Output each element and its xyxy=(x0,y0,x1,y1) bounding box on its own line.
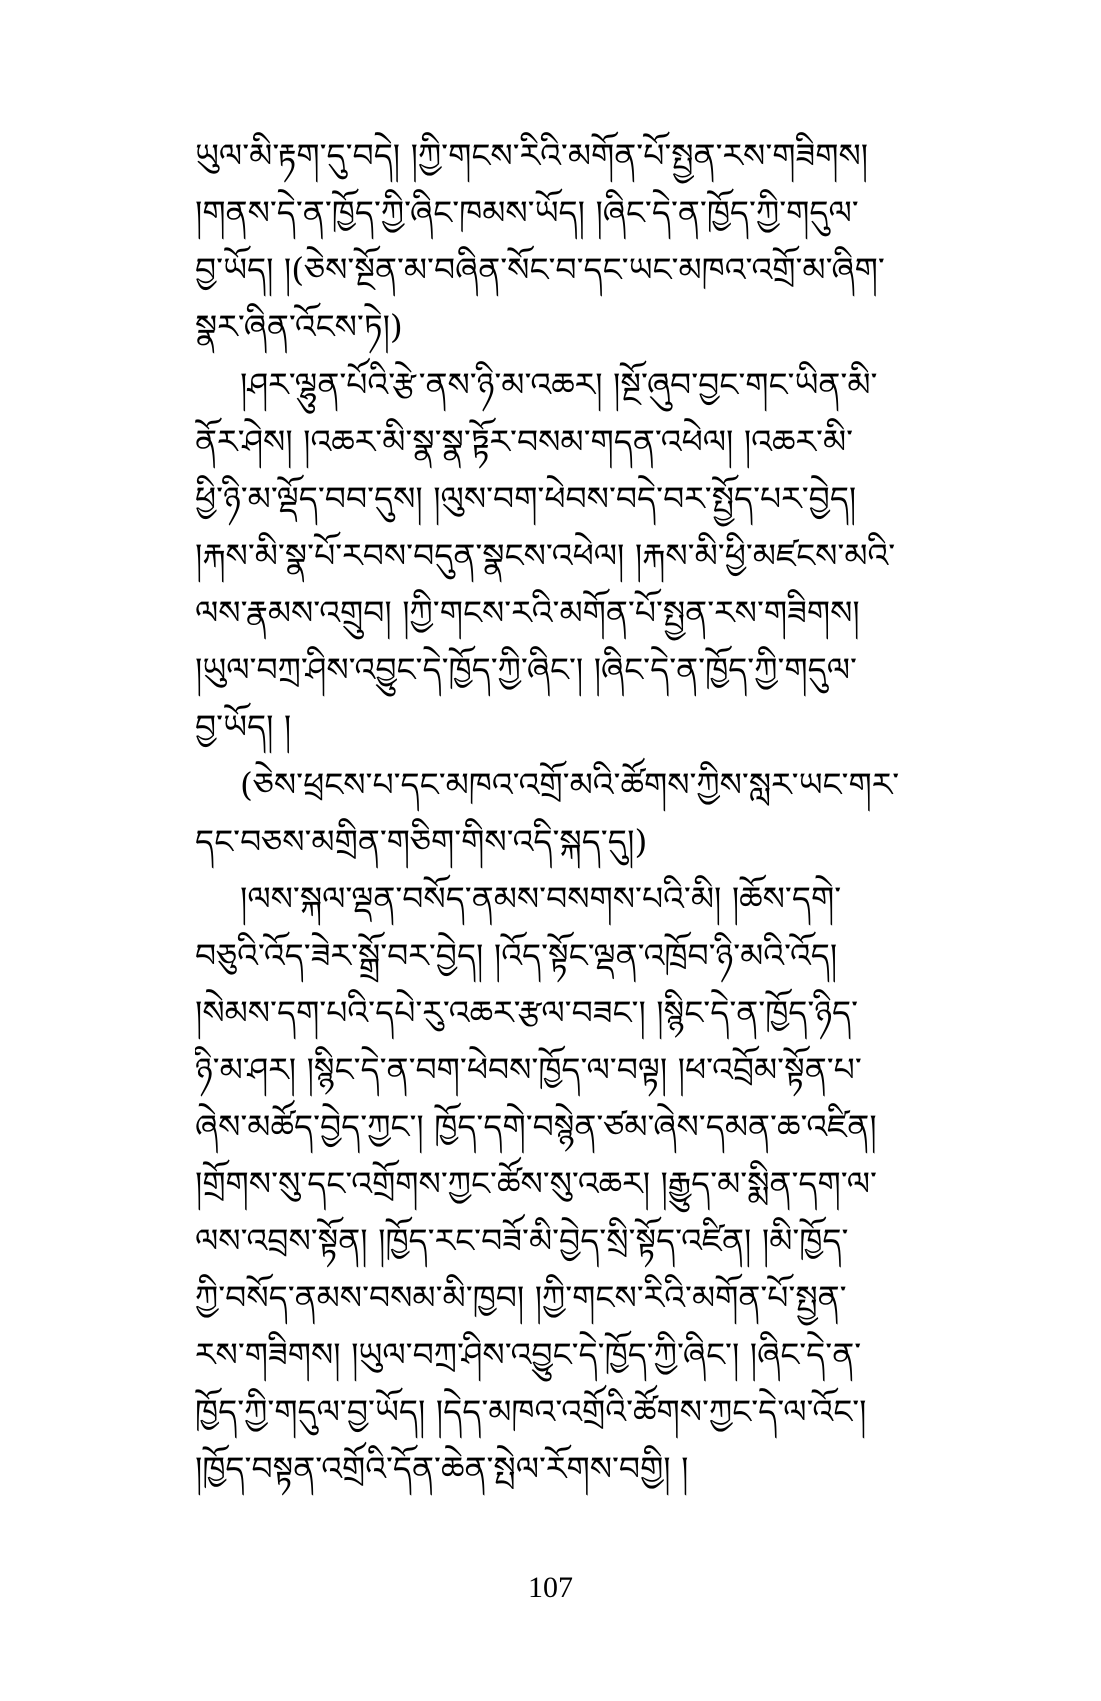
text-line-18: ཞེས་མཚོད་བྱེད་ཀྱང་། ཁྱོད་དགེ་བསྙེན་ཙམ་ཞེས་དམན་ཆ་འཛིན། xyxy=(195,1107,877,1146)
text-line-22: རས་གཟིགས། །ཡུལ་བཀྲ་ཤིས་འབྱུང་དེ་ཁྱོད་ཀྱི་ཞིང་། །ཞིང་དེ་ན་ xyxy=(195,1335,862,1374)
text-line-16: །སེམས་དག་པའི་དཔེ་རུ་འཆར་རྩལ་བཟང་། །སྙིང་དེ་ན་ཁྱོད་ཉིད་ xyxy=(195,993,859,1032)
text-line-24: །ཁྱོད་བསྟན་འགྲོའི་དོན་ཆེན་སྤེལ་རོགས་བགྱི། ། xyxy=(195,1449,689,1488)
text-line-21: ཀྱི་བསོད་ནམས་བསམ་མི་ཁྱབ། །ཀྱི་གངས་རིའི་མགོན་པོ་སྤྱན་ xyxy=(195,1278,847,1317)
text-line-14: །ལས་སྐལ་ལྡན་བསོད་ནམས་བསགས་པའི་མི། །ཆོས་དགེ་ xyxy=(240,879,842,918)
text-line-2: །གནས་དེ་ན་ཁྱོད་ཀྱི་ཞིང་ཁམས་ཡོད། །ཞིང་དེ་ན་ཁྱོད་ཀྱི་གདུལ་ xyxy=(195,193,859,232)
text-line-23: ཁྱོད་ཀྱི་གདུལ་བྱ་ཡོད། །དེད་མཁའ་འགྲོའི་ཚོགས་ཀྱང་དེ་ལ་འོང་། xyxy=(195,1392,867,1431)
text-line-4: སྣར་ཞིན་འོངས་ཏེ།) xyxy=(195,307,403,346)
text-line-9: ལས་རྣམས་འགྲུབ། །ཀྱི་གངས་རའི་མགོན་པོ་སྤྱན་རས་གཟིགས། xyxy=(195,593,860,632)
text-line-19: །གྲོགས་སུ་དང་འགྲོགས་ཀྱང་ཚོས་སུ་འཆར། །རྒྱུད་མ་སྨིན་དག་ལ་ xyxy=(195,1164,877,1203)
text-line-13: དང་བཅས་མགྲིན་གཅིག་གིས་འདི་སྐད་དུ།) xyxy=(195,822,648,861)
text-line-17: ཉི་མ་ཤར། །སྙིང་དེ་ན་བག་ཕེབས་ཁྱོད་ལ་བལྟ། །ཕ་འབྲོམ་སྟོན་པ་ xyxy=(195,1050,862,1089)
text-line-6: ནོར་ཤེས། །འཆར་མི་སྣ་སྣ་ཏྟོར་བསམ་གདན་འཕེལ། །འཆར་མི་ xyxy=(195,422,854,461)
text-line-15: བཅུའི་འོད་ཟེར་སྒྲོ་བར་བྱེད། །འོད་སྟོང་ལྡན་འཁྲོབ་ཉི་མའི་འོད། xyxy=(195,936,838,975)
page-number: 107 xyxy=(528,1571,573,1604)
text-line-10: །ཡུལ་བཀྲ་ཤིས་འབྱུང་དེ་ཁྱོད་ཀྱི་ཞིང་། །ཞིང་དེ་ན་ཁྱོད་ཀྱི་གདུལ་ xyxy=(195,650,857,689)
text-line-8: །རྐས་མི་སྣ་པོ་རབས་བདུན་སྣངས་འཕེལ། །རྐས་མི་ཕྱི་མཛངས་མའི་ xyxy=(195,536,896,575)
text-line-20: ལས་འབྲས་སྟོན། །ཁྱོད་རང་བཟོ་མི་བྱེད་སྲི་སྟོད་འཛིན། །མི་ཁྱོད་ xyxy=(195,1221,849,1260)
text-line-11: བྱ་ཡོད། ། xyxy=(195,707,292,746)
text-line-1: ཡུལ་མི་རྟག་དུ་བདེ། །ཀྱི་གངས་རིའི་མགོན་པོ་སྤྱན་རས་གཟིགས། xyxy=(195,136,869,175)
text-line-5: །ཤར་ལྷུན་པོའི་རྩེ་ནས་ཉི་མ་འཆར། །སྔོ་ཞུབ་བྱང་གང་ཡིན་མི་ xyxy=(240,365,878,404)
text-line-7: ཕྱི་ཉི་མ་ལྡོད་བབ་དུས། །ལུས་བག་ཕེབས་བདེ་བར་སྤྱོད་པར་བྱེད། xyxy=(195,479,857,518)
text-line-3: བྱ་ཡོད། །(ཅེས་སྔོན་མ་བཞིན་སོང་བ་དང་ཡང་མཁའ་འགྲོ་མ་ཞིག་ xyxy=(195,250,885,289)
text-line-12: (ཅེས་ཕྲངས་པ་དང་མཁའ་འགྲོ་མའི་ཚོགས་ཀྱིས་སླར་ཡང་གར་ xyxy=(240,765,900,804)
